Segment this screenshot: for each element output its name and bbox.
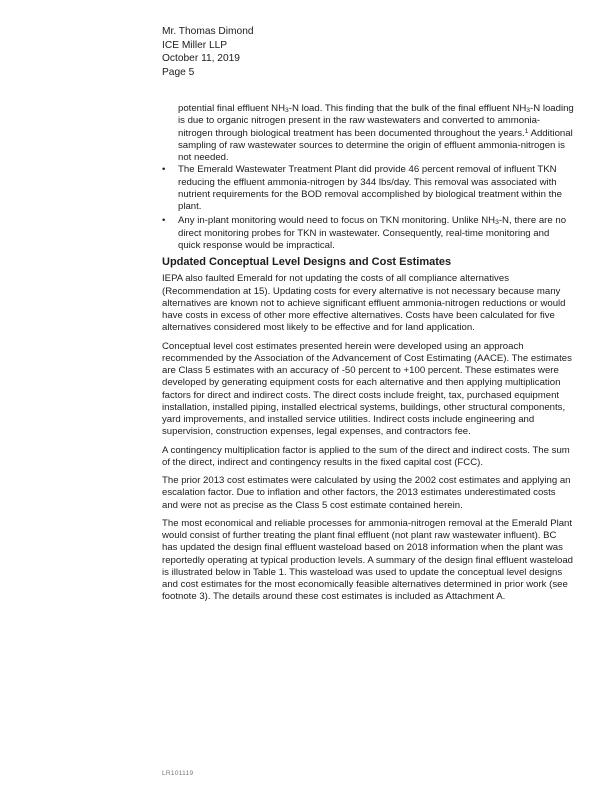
footnote-reference[interactable]: 1 [524, 127, 529, 135]
paragraph: The most economical and reliable processes for ammonia-nitrogen removal at the Emerald Plant would consist of further treating the plant final effluent (not plant raw wastewater influent). BC has updated the design final effluent wasteload based on 2018 information when the plant was reportedly operating at typical production levels. A summary of the design final effluent wasteload is illustrated below in Table 1. This wasteload was used to update the conceptual level designs and cost estimates for the most economically feasible alternatives determined in prior work (see footnote 3). The details around these cost estimates is included as Attachment A. [162, 517, 573, 603]
recipient-name: Mr. Thomas Dimond [162, 26, 254, 37]
recipient-firm: ICE Miller LLP [162, 39, 228, 51]
bullet-icon: • [162, 164, 166, 176]
letter-body [162, 103, 574, 610]
paragraph: A contingency multiplication factor is applied to the sum of the direct and indirect costs. The sum of the direct, indirect and contingency results in the fixed capital cost (FCC). [162, 444, 570, 468]
section-heading: Updated Conceptual Level Designs and Cost Estimates [162, 256, 452, 268]
letter-date: October 11, 2019 [162, 53, 240, 65]
page-number: Page 5 [162, 66, 195, 78]
footer-code: LR101119 [162, 770, 194, 777]
bullet-list [162, 164, 574, 252]
paragraph: Conceptual level cost estimates presented herein were developed using an approach recommended by the Association of the Advancement of Cost Estimating (AACE). The estimates are Class 5 estimates with an accuracy of -50 percent to +100 percent. These estimates were developed by generating equipment costs for each alternative and then applying multiplication factors for direct and indirect costs. The direct costs include freight, tax, purchased equipment installation, installed piping, installed electrical systems, buildings, other structural components, yard improvements, and installed service utilities. Indirect costs include engineering and supervision, construction expenses, legal expenses, and contractors fee. [162, 340, 572, 438]
bullet-text: The Emerald Wastewater Treatment Plant did provide 46 percent removal of influent TKN reducing the effluent ammonia-nitrogen by 344 lbs/day. This removal was associated with nutrient requirements for the BOD removal accomplished by biological treatment within the plant. [178, 164, 562, 212]
bullet-text: Any in-plant monitoring would need to focus on TKN monitoring. Unlike $NH_3-N$, there are no direct monitoring probes for TKN in wastewater. Consequently, real-time monitoring and quick response would be impractical. [178, 215, 567, 251]
bullet-icon: • [162, 215, 166, 227]
list-item [162, 215, 574, 252]
paragraph: The prior 2013 cost estimates were calculated by using the 2002 cost estimates and applying an escalation factor. Due to inflation and other factors, the 2013 estimates underestimated costs and were not as precise as the Class 5 cost estimate contained herein. [162, 475, 571, 511]
letter-header [162, 25, 254, 79]
continued-bullet-text: potential final effluent $NH_3-N$ load. This finding that the bulk of the final effluent $NH_3-N$ loading is due to organic nitrogen present in the raw wastewaters and converted to ammonia-nitrogen through biological treatment has been documented throughout the years.$^1$ Additional sampling of raw wastewater sources to determine the origin of effluent ammonia-nitrogen is not needed. [178, 103, 574, 163]
paragraph: IEPA also faulted Emerald for not updating the costs of all compliance alternatives (Recommendation at 15). Updating costs for every alternative is not necessary because many alternatives are known not to achieve significant effluent ammonia-nitrogen reductions or would have costs in excess of other more effective alternatives. Costs have been calculated for five alternatives considered most likely to be effective and for land application. [162, 273, 566, 334]
list-item [162, 164, 574, 213]
